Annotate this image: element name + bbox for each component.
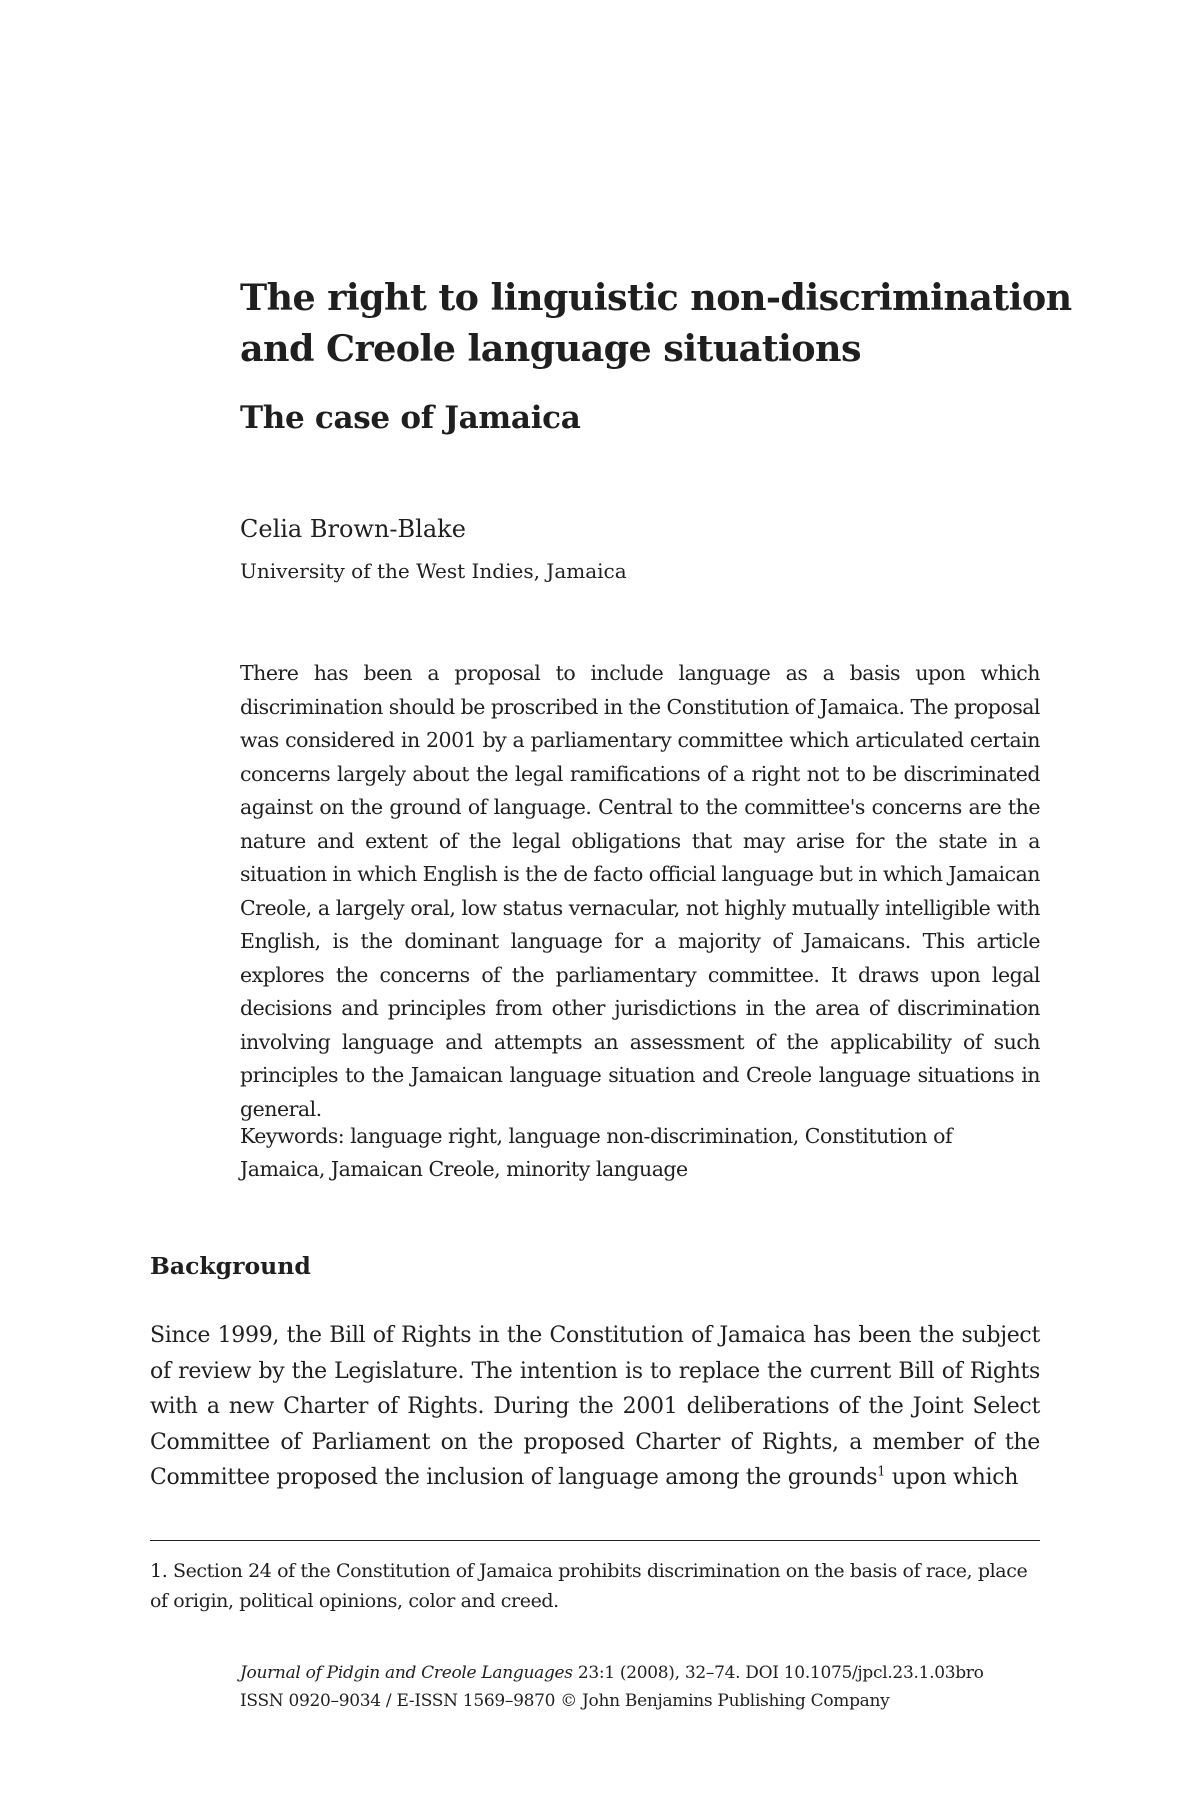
body-paragraph <box>150 1318 1040 1496</box>
footnote-divider <box>150 1540 1040 1541</box>
footnote: 1. Section 24 of the Constitution of Jamaica prohibits discrimination on the basis of race, place of origin, political opinions, color and creed. <box>150 1560 1028 1612</box>
body-paragraph-end: upon which <box>885 1465 1019 1490</box>
article-title: The right to linguistic non-discrimination and Creole language situations <box>240 276 1072 370</box>
keywords: Keywords: language right, language non-discrimination, Constitution of Jamaica, Jamaican Creole, minority language <box>240 1124 953 1181</box>
author-name: Celia Brown-Blake <box>240 515 466 543</box>
article-subtitle: The case of Jamaica <box>240 400 581 436</box>
section-heading: Background <box>150 1252 311 1280</box>
issn-line: ISSN 0920–9034 / E-ISSN 1569–9870 © John Benjamins Publishing Company <box>240 1691 890 1711</box>
footnote-marker[interactable]: 1 <box>877 1464 886 1480</box>
author-affiliation: University of the West Indies, Jamaica <box>240 559 627 583</box>
journal-name: Journal of Pidgin and Creole Languages <box>240 1663 573 1683</box>
abstract: There has been a proposal to include language as a basis upon which discrimination should be proscribed in the Constitution of Jamaica. The proposal was considered in 2001 by a parliamentary committee which articulated certain concerns largely about the legal ramifications of a right not to be discriminated against on the ground of language. Central to the committee's concerns are the nature and extent of the legal obligations that may arise for the state in a situation in which English is the de facto official language but in which Jamaican Creole, a largely oral, low status vernacular, not highly mutually intelligible with English, is the dominant language for a majority of Jamaicans. This article explores the concerns of the parliamentary committee. It draws upon legal decisions and principles from other jurisdictions in the area of discrimination involving language and attempts an assessment of the applicability of such principles to the Jamaican language situation and Creole language situations in general. <box>240 661 1040 1121</box>
citation-block <box>240 1659 984 1715</box>
citation-line <box>240 1659 984 1687</box>
body-paragraph-text: Since 1999, the Bill of Rights in the Constitution of Jamaica has been the subject of review by the Legislature. The intention is to replace the current Bill of Rights with a new Charter of Rights. During the 2001 deliberations of the Joint Select Committee of Parliament on the proposed Charter of Rights, a member of the Committee proposed the inclusion of language among the grounds <box>150 1323 1040 1490</box>
citation-details: 23:1 (2008), 32–74. DOI 10.1075/jpcl.23.1.03bro <box>572 1663 984 1683</box>
